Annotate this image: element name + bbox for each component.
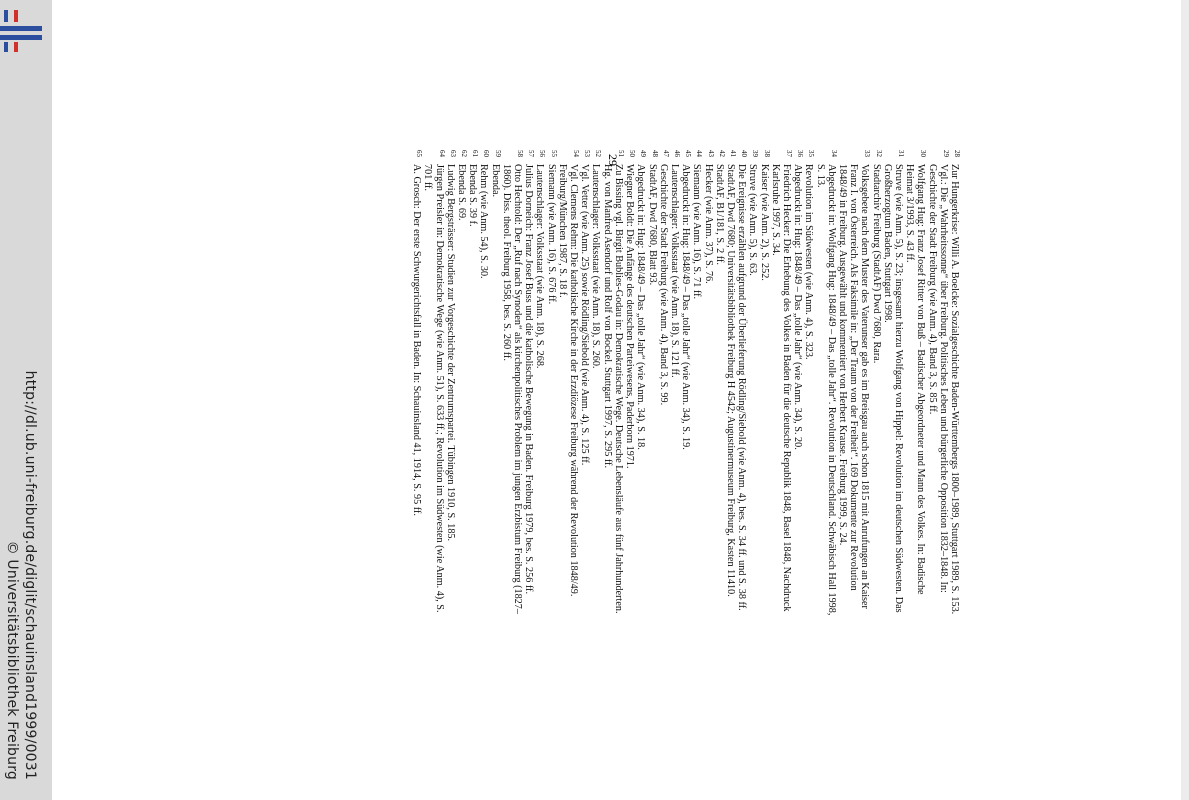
footnote-number: 52 bbox=[594, 150, 603, 157]
footnote-number: 59 bbox=[493, 150, 502, 157]
footnote-number: 61 bbox=[471, 150, 480, 157]
footnote-text: Siemann (wie Anm. 16), S. 71 ff. bbox=[691, 164, 703, 300]
footnote-item bbox=[904, 150, 926, 620]
footnote-text: Jürgen Preisler in: Demokratische Wege (wie Anm. 51), S. 633 ff.; Revolution im Südwesten (wie Anm. 4), S. 701 ff. bbox=[422, 164, 445, 613]
footnote-number: 50 bbox=[628, 150, 637, 157]
footnote-text: Struve (wie Anm. 5), S. 23; insgesamt hierzu Wolfgang von Hippel: Revolution im deutschen Südwesten. Das Großherzogtum Baden, Stuttgart 1998. bbox=[881, 164, 904, 613]
footnote-item bbox=[837, 150, 871, 620]
footnote-item bbox=[747, 150, 758, 620]
footnote-item bbox=[725, 150, 736, 620]
footnote-number: 49 bbox=[639, 150, 648, 157]
footnote-number: 64 bbox=[437, 150, 446, 157]
footnote-text: Ebenda S. 39 f. bbox=[467, 164, 479, 227]
copyright-notice: © Universitätsbibliothek Freiburg bbox=[4, 540, 20, 780]
footnote-item bbox=[411, 150, 422, 620]
footnote-item bbox=[882, 150, 904, 620]
scanned-page bbox=[260, 150, 960, 620]
footnote-text: Ebenda S. 69. bbox=[456, 164, 468, 221]
right-edge-strip bbox=[1181, 0, 1189, 800]
footnote-item bbox=[635, 150, 646, 620]
footnote-number: 48 bbox=[650, 150, 659, 157]
footnote-item bbox=[770, 150, 792, 620]
footnote-item bbox=[691, 150, 702, 620]
footnote-text: Kaiser (wie Anm. 2), S. 252. bbox=[758, 164, 770, 281]
footnote-number: 44 bbox=[695, 150, 704, 157]
footnote-number: 28 bbox=[953, 150, 961, 157]
footnote-item bbox=[714, 150, 725, 620]
footnote-item bbox=[467, 150, 478, 620]
footnote-number: 34 bbox=[829, 150, 838, 157]
footnote-number: 43 bbox=[706, 150, 715, 157]
footnote-item bbox=[803, 150, 814, 620]
footnote-text: Siemann (wie Anm. 16), S. 676 ff. bbox=[545, 164, 557, 305]
footnote-item bbox=[926, 150, 948, 620]
rotated-gutter bbox=[0, 0, 52, 800]
footnote-item bbox=[702, 150, 713, 620]
footnote-number: 54 bbox=[572, 150, 581, 157]
footnote-item bbox=[624, 150, 635, 620]
footnote-item bbox=[814, 150, 836, 620]
footnote-item bbox=[949, 150, 960, 620]
footnote-text: Stadtarchiv Freiburg (StadtAF) Dwd 7680, Rara. bbox=[870, 164, 882, 364]
footnote-number: 47 bbox=[661, 150, 670, 157]
footnote-text: Vgl. Vetter (wie Anm. 25) sowie Rödling/Siebold (wie Anm. 4), S. 125 ff. bbox=[579, 164, 591, 466]
footnote-number: 41 bbox=[728, 150, 737, 157]
footnote-number: 51 bbox=[616, 150, 625, 157]
footnote-item bbox=[658, 150, 669, 620]
footnote-number: 40 bbox=[740, 150, 749, 157]
footnote-text: Wiegner Boldt: Die Anfänge des deutschen Parteiwesens, Paderborn 1971. bbox=[624, 164, 636, 469]
footnote-text: Die Ereignisse erzählen aufgrund der Überlieferung Rödling/Siebold (wie Anm. 4), bes. S. 34 ff. und S. 38 ff. bbox=[736, 164, 748, 611]
footnote-number: 63 bbox=[448, 150, 457, 157]
footnote-item bbox=[590, 150, 601, 620]
footnote-item bbox=[534, 150, 545, 620]
footnote-item bbox=[456, 150, 467, 620]
footnote-number: 37 bbox=[784, 150, 793, 157]
footnote-text: Lautenschlager: Volksstaat (wie Anm. 18), S. 268. bbox=[534, 164, 546, 369]
footnote-text: Vgl.: Die „Wahrheitssonne“ über Freiburg. Politisches Leben und bürgerliche Opposition 1832–1848. In: Geschichte der Stadt Freiburg (wie Anm. 4), Band 3, S. 85 ff. bbox=[926, 164, 949, 593]
footnote-number: 31 bbox=[896, 150, 905, 157]
footnote-text: Geschichte der Stadt Freiburg (wie Anm. 4), Band 3, S. 99. bbox=[657, 164, 669, 406]
footnote-item bbox=[523, 150, 534, 620]
footnote-text: Revolution im Südwesten (wie Anm. 4), S. 323. bbox=[803, 164, 815, 360]
footnote-number: 32 bbox=[874, 150, 883, 157]
footnote-text: Struve (wie Anm. 5), S. 63. bbox=[747, 164, 759, 276]
footnote-text: Volksgebete nach dem Muster des Vaterunser gab es im Breisgau auch schon 1815 mit Anrufungen an Kaiser Franz I. von Österreich. Als Faksimile in: „Der Traum von der Freiheit“. 169 Dokumente zur Revolution 1848/49 in Freiburg. Ausgewählt und kommentiert von Herbert Krause. Freiburg 1999, S. 24. bbox=[836, 164, 871, 609]
footnote-item bbox=[680, 150, 691, 620]
footnote-item bbox=[501, 150, 523, 620]
permalink-url[interactable]: http://dl.ub.uni-freiburg.de/diglit/schauinsland1999/0031 bbox=[22, 370, 38, 780]
footnote-number: 58 bbox=[516, 150, 525, 157]
footnote-text: Hecker (wie Anm. 37), S. 76. bbox=[702, 164, 714, 284]
footnote-item bbox=[646, 150, 657, 620]
footnote-item bbox=[669, 150, 680, 620]
footnote-number: 60 bbox=[482, 150, 491, 157]
footnote-text: Abgedruckt in: Hug: 1848/49 – Das „tolle Jahr“ (wie Anm. 34), S. 19. bbox=[680, 164, 692, 450]
footnote-item bbox=[736, 150, 747, 620]
footnote-number: 56 bbox=[538, 150, 547, 157]
footnote-text: Abgedruckt in: Hug: 1848/49 – Das „tolle Jahr“ (wie Anm. 34), S. 18. bbox=[635, 164, 647, 450]
footnote-number: 57 bbox=[527, 150, 536, 157]
footnote-item bbox=[489, 150, 500, 620]
footnote-text: Friedrich Hecker: Die Erhebung des Volkes in Baden für die deutsche Republik 1848, Basel 1848, Nachdruck Karlsruhe 1997, S. 34. bbox=[769, 164, 792, 612]
footnote-text: Otto Hechtold: Der „Ruf nach Synoden“ als kirchenpolitisches Problem im jungen Erzbistum Freiburg (1827–1860). Diss. theol. Freiburg 1958, bes. S. 260 ff. bbox=[500, 164, 524, 614]
footnote-text: StadtAF, B1/181, S. 2 ff. bbox=[713, 164, 725, 265]
footnote-number: 65 bbox=[415, 150, 424, 157]
footnote-text: Wolfgang Hug: Franz Josef Ritter von Buß – Badischer Abgeordneter und Mann des Volkes. In: Badische Heimat 3/1993, S. 43 ff. bbox=[904, 164, 927, 595]
footnote-item bbox=[422, 150, 444, 620]
footnote-number: 35 bbox=[807, 150, 816, 157]
footnote-item bbox=[602, 150, 624, 620]
footnote-item bbox=[792, 150, 803, 620]
footnote-text: Ludwig Bergsträsser: Studien zur Vorgeschichte der Zentrumspartei. Tübingen 1910, S. 185. bbox=[444, 164, 456, 542]
footnote-text: Lautenschlager: Volksstaat (wie Anm. 18), S. 260. bbox=[590, 164, 602, 369]
footnote-item bbox=[870, 150, 881, 620]
footnote-number: 29 bbox=[941, 150, 950, 157]
footnote-item bbox=[758, 150, 769, 620]
footnote-number: 62 bbox=[460, 150, 469, 157]
footnote-number: 33 bbox=[863, 150, 872, 157]
footnote-list bbox=[411, 150, 960, 620]
footnote-text: StadtAF, Dwd 7680, Blatt 93. bbox=[646, 164, 658, 286]
footnote-text: Rehm (wie Anm. 54), S. 30. bbox=[478, 164, 490, 279]
footnote-text: Vgl. Clemens Rehm: Die katholische Kirche in der Erzdiözese Freiburg während der Revolution 1848/49. Freiburg/München 1987, S. 18 f. bbox=[556, 164, 580, 597]
footnote-item bbox=[557, 150, 579, 620]
footnote-text: Ebenda. bbox=[489, 164, 501, 198]
footnote-text: Abgedruckt in: Hug: 1848/49 – Das „tolle Jahr“ (wie Anm. 34), S. 20. bbox=[792, 164, 804, 450]
footnote-item bbox=[545, 150, 556, 620]
footnote-number: 30 bbox=[919, 150, 928, 157]
page-number-wrap bbox=[580, 140, 620, 180]
footnote-text: A. Grosch: Der erste Schwurgerichtsfall in Baden. In: Schauinsland 41, 1914, S. 95 ff. bbox=[411, 164, 423, 516]
footnote-text: Lautenschlager: Volksstaat (wie Anm. 18), S. 121 ff. bbox=[668, 164, 680, 378]
footnote-item bbox=[445, 150, 456, 620]
footnote-text: StadtAF, Dwd 7680; Universitätsbibliothek Freiburg H 4542; Augustinermuseum Freiburg, Kasten 11410. bbox=[724, 164, 736, 597]
footnote-number: 45 bbox=[684, 150, 693, 157]
footnote-number: 38 bbox=[762, 150, 771, 157]
footnote-text: Julius Dorneich: Franz Josef Buss und die katholische Bewegung in Baden. Freiburg 1979, bes. S. 256 ff. bbox=[523, 164, 535, 594]
footnote-text: Abgedruckt in: Wolfgang Hug: 1848/49 – Das „tolle Jahr“. Revolution in Deutschland. Schwäbisch Hall 1998, S. 13. bbox=[814, 164, 837, 616]
page-number: 29 bbox=[606, 154, 620, 166]
footnote-number: 39 bbox=[751, 150, 760, 157]
footnote-number: 55 bbox=[549, 150, 558, 157]
footnote-item bbox=[579, 150, 590, 620]
footnote-text: Zu Bissing vgl. Birgit Bublies-Godau in: Demokratische Wege. Deutsche Lebensläufe aus fünf Jahrhunderten. Hg. von Manfred Asendorf und Rolf von Bockel. Stuttgart 1997, S. 295 ff. bbox=[601, 164, 624, 614]
footnote-item bbox=[478, 150, 489, 620]
footnote-number: 36 bbox=[796, 150, 805, 157]
footnote-number: 53 bbox=[583, 150, 592, 157]
footnote-number: 46 bbox=[672, 150, 681, 157]
footnote-number: 42 bbox=[717, 150, 726, 157]
footnote-text: Zur Hungerkrise: Willi A. Boelcke: Sozialgeschichte Baden-Württembergs 1800–1989, Stuttgart 1989, S. 153. bbox=[949, 164, 960, 615]
